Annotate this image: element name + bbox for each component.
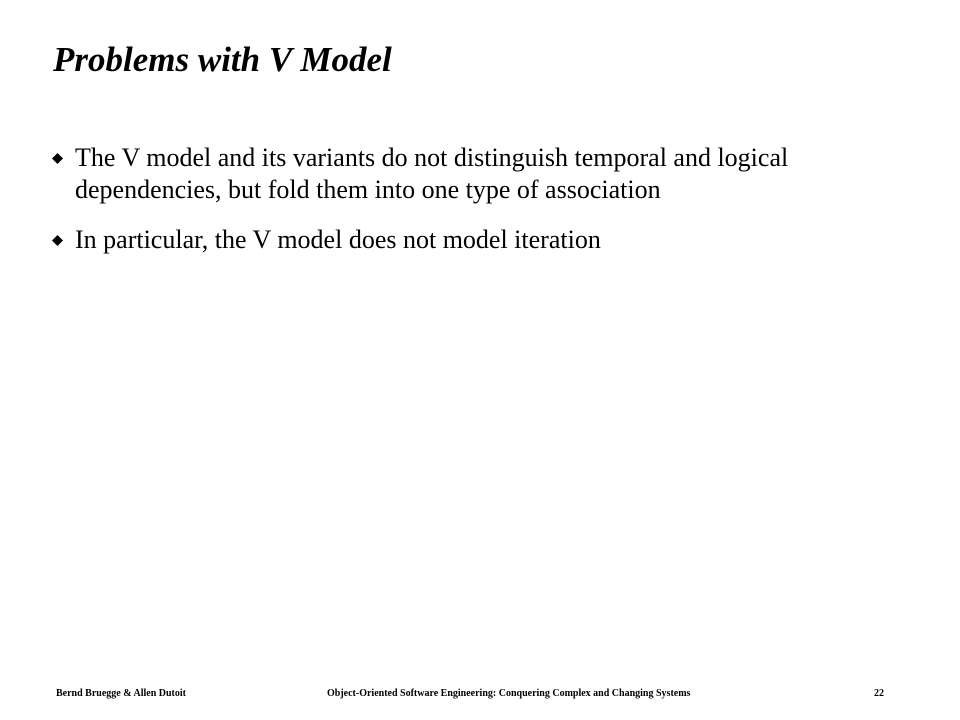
slide-title: Problems with V Model: [53, 40, 392, 79]
footer-authors: Bernd Bruegge & Allen Dutoit: [56, 688, 186, 699]
diamond-bullet-icon: [52, 235, 63, 246]
footer-page-number: 22: [874, 688, 884, 699]
diamond-bullet-icon: [52, 153, 63, 164]
footer-book-title: Object-Oriented Software Engineering: Conquering Complex and Changing Systems: [327, 688, 691, 699]
bullet-list: [48, 142, 908, 274]
bullet-item: [48, 224, 908, 256]
slide-footer: [0, 687, 960, 701]
bullet-item: [48, 142, 908, 206]
bullet-text: In particular, the V model does not model iteration: [75, 225, 601, 254]
bullet-text: The V model and its variants do not distinguish temporal and logical dependencies, but fold them into one type of association: [75, 143, 789, 204]
